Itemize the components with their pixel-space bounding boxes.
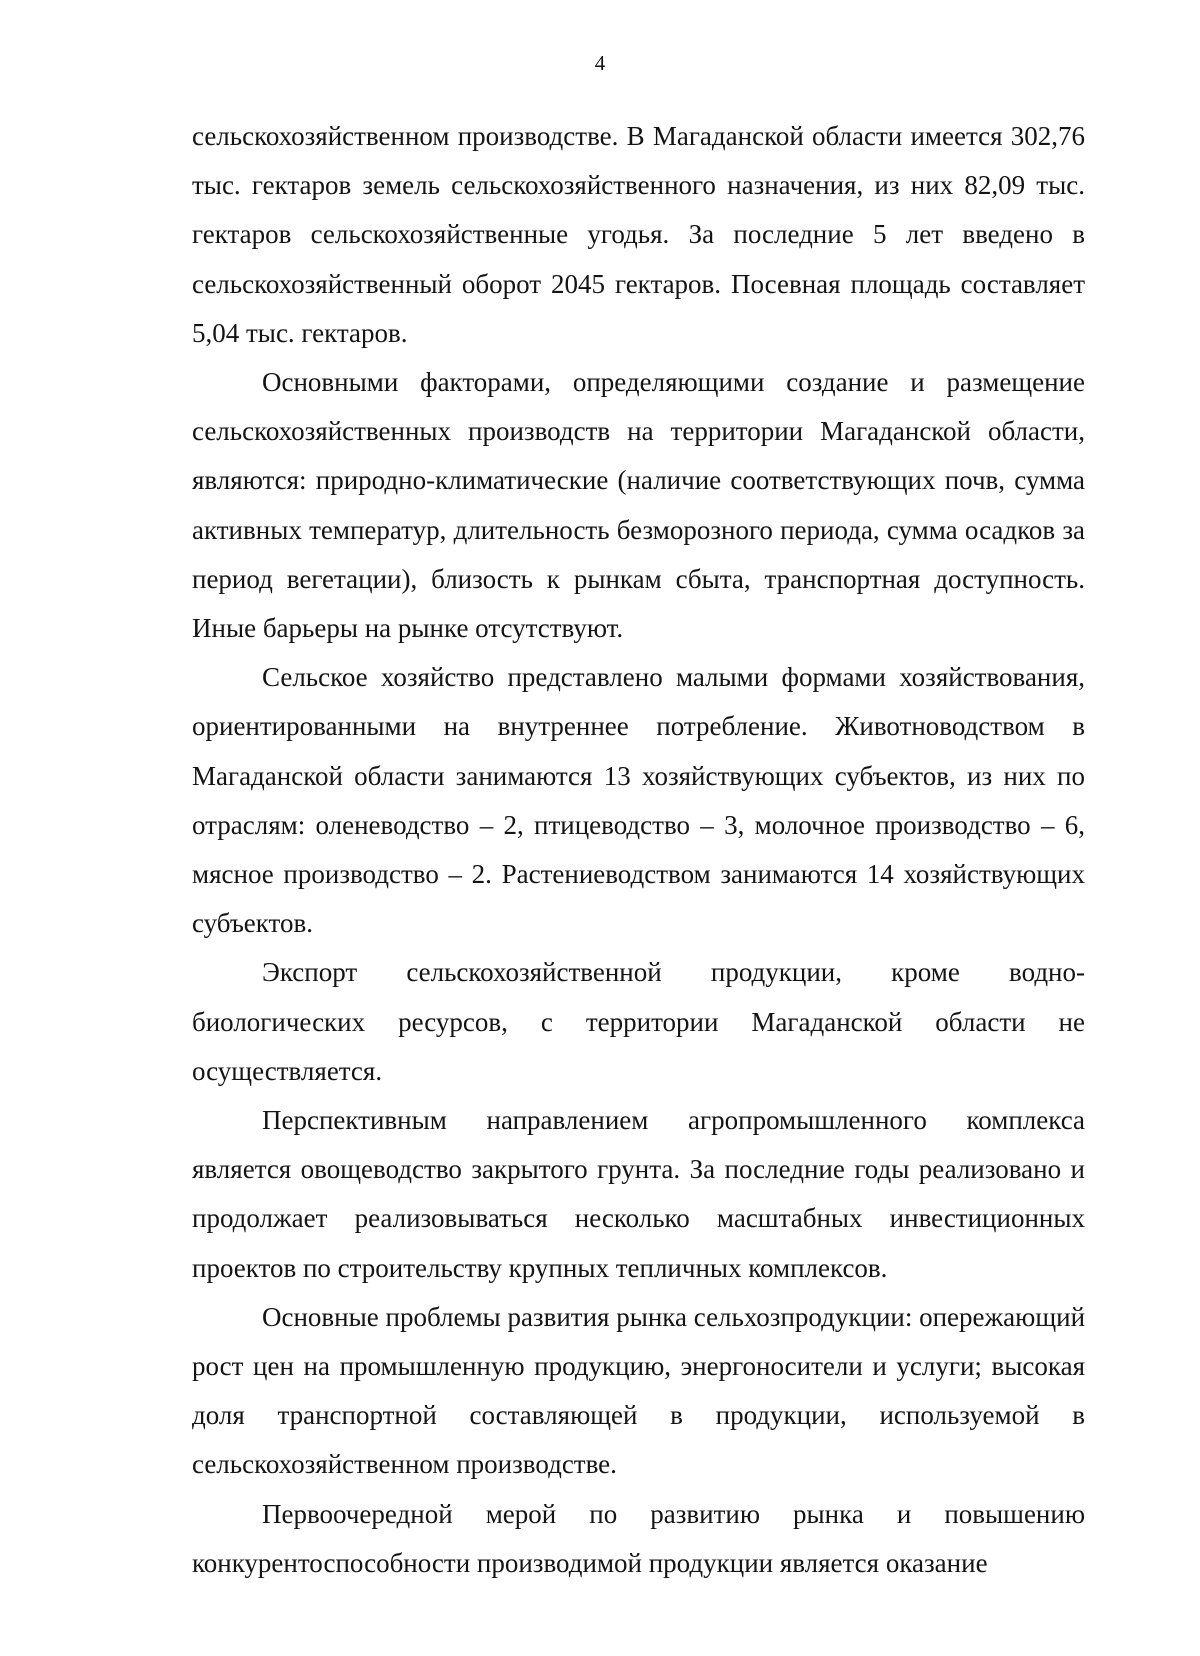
paragraph-land-resources: сельскохозяйственном производстве. В Магаданской области имеется 302,76 тыс. гектаров земель сельскохозяйственного назначения, из них 82,09 тыс. гектаров сельскохозяйственные угодья. За последние 5 лет введено в сельскохозяйственный оборот 2045 гектаров. Посевная площадь составляет 5,04 тыс. гектаров. (192, 121, 1085, 348)
paragraph-priority-measures: Первоочередной мерой по развитию рынка и повышению конкурентоспособности производимой продукции является оказание (192, 1498, 1085, 1578)
paragraph-agriculture-structure: Сельское хозяйство представлено малыми формами хозяйствования, ориентированными на внутреннее потребление. Животноводством в Магаданской области занимаются 13 хозяйствующих субъектов, из них по отраслям: оленеводство – 2, птицеводство – 3, молочное производство – 6, мясное производство – 2. Растениеводством занимаются 14 хозяйствующих субъектов. (192, 662, 1085, 939)
document-body (192, 112, 1085, 1588)
paragraph-market-problems: Основные проблемы развития рынка сельхозпродукции: опережающий рост цен на промышленную продукцию, энергоносители и услуги; высокая доля транспортной составляющей в продукции, используемой в сельскохозяйственном производстве. (192, 1301, 1086, 1480)
page-number: 4 (594, 51, 606, 75)
paragraph-greenhouse-prospects: Перспективным направлением агропромышленного комплекса является овощеводство закрытого грунта. За последние годы реализовано и продолжает реализовываться несколько масштабных инвестиционных проектов по строительству крупных тепличных комплексов. (192, 1105, 1085, 1283)
paragraph-export: Экспорт сельскохозяйственной продукции, кроме водно-биологических ресурсов, с территории Магаданской области не осуществляется. (192, 957, 1085, 1086)
paragraph-production-factors: Основными факторами, определяющими создание и размещение сельскохозяйственных производств на территории Магаданской области, являются: природно-климатические (наличие соответствующих почв, сумма активных температур, длительность безморозного периода, сумма осадков за период вегетации), близость к рынкам сбыта, транспортная доступность. Иные барьеры на рынке отсутствуют. (192, 367, 1085, 644)
